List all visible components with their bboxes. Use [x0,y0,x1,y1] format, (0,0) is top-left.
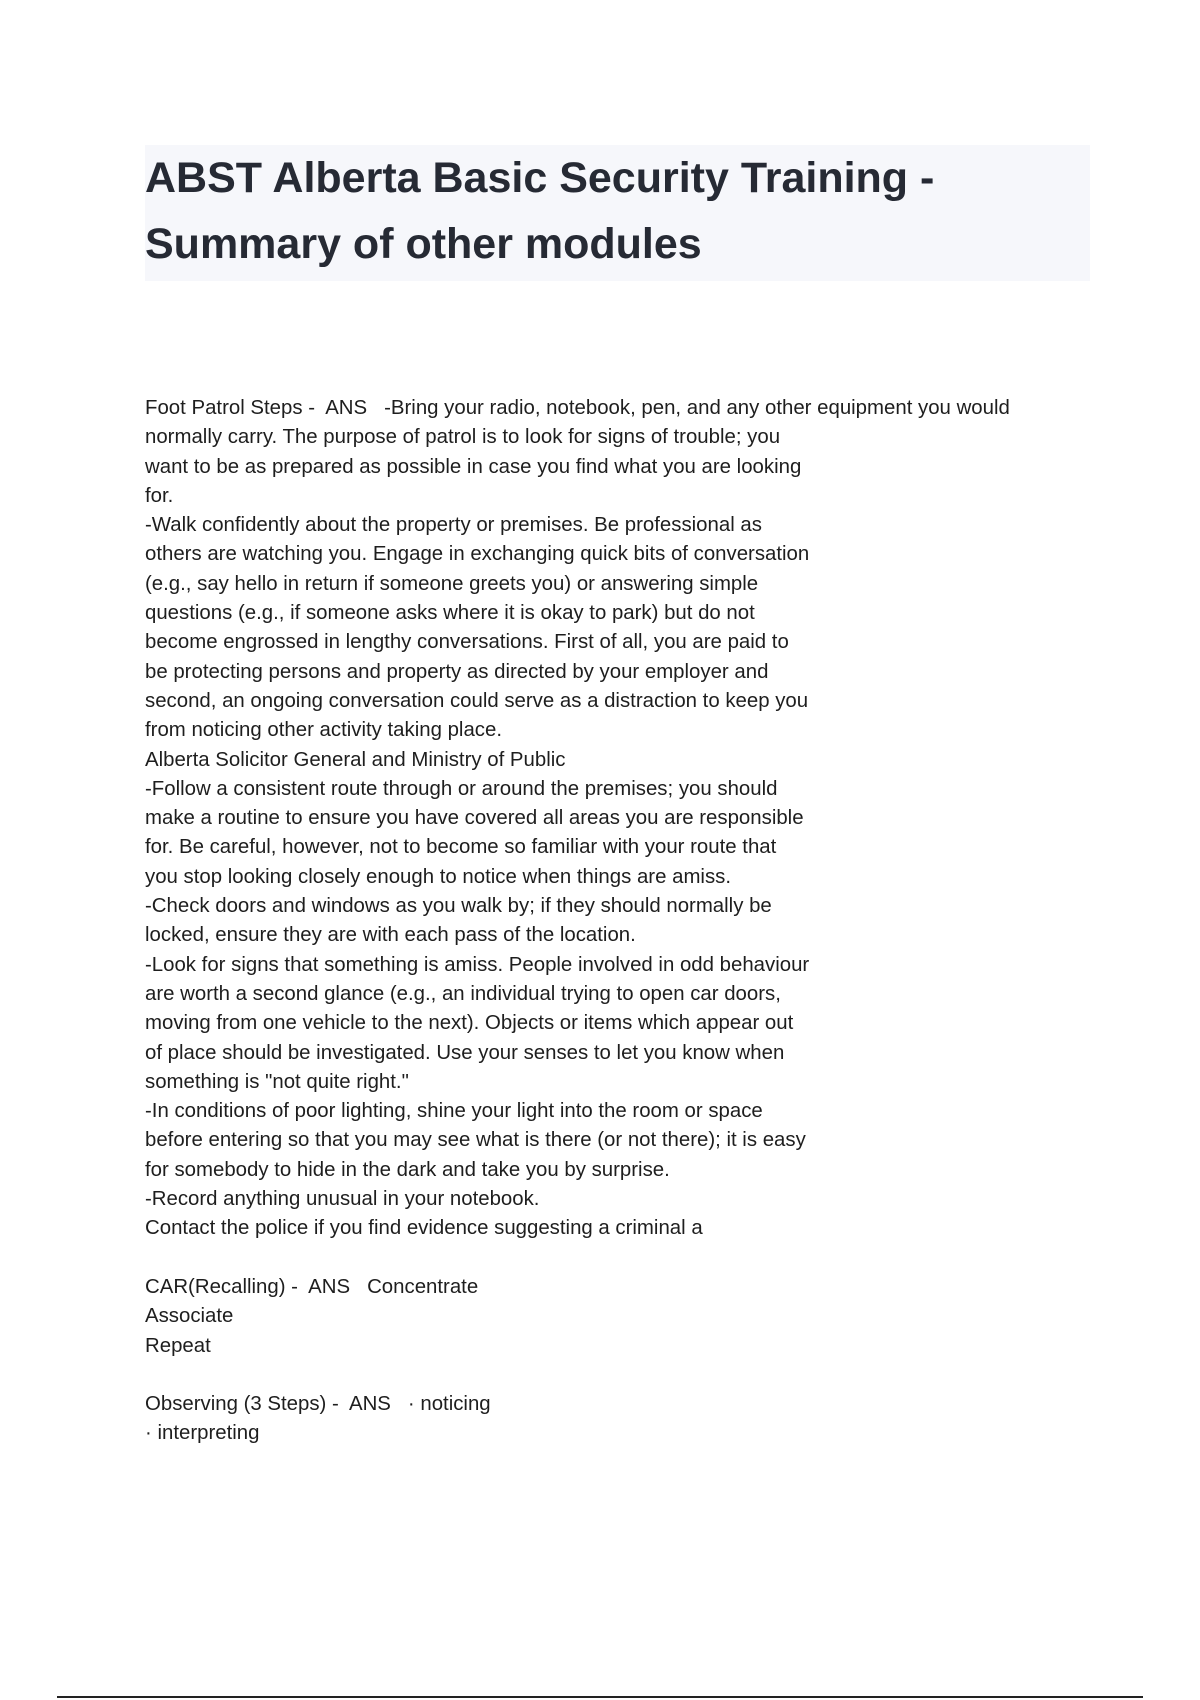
title-banner [145,145,1090,281]
qa-entry [145,1390,1105,1449]
entry-text-line: Associate [145,1305,234,1328]
entry-text-line: something is "not quite right." [145,1070,409,1093]
title-line-2: Summary of other modules [145,220,702,268]
document-title [145,145,1090,277]
title-line-1: ABST Alberta Basic Security Training - [145,154,935,202]
entry-text-line: Alberta Solicitor General and Ministry of Public [145,748,566,771]
entry-text-line: -Look for signs that something is amiss. People involved in odd behaviour [145,953,810,976]
entry-text-line: moving from one vehicle to the next). Objects or items which appear out [145,1012,794,1035]
entry-text-line: CAR(Recalling) - ANS Concentrate [145,1275,479,1298]
entry-text-line: for. Be careful, however, not to become so familiar with your route that [145,836,777,859]
entry-text-line: -Check doors and windows as you walk by; if they should normally be [145,895,772,918]
entry-text-line: want to be as prepared as possible in case you find what you are looking [145,455,802,478]
entry-text-line: be protecting persons and property as directed by your employer and [145,660,769,683]
entry-text-line: -Walk confidently about the property or premises. Be professional as [145,514,762,537]
entry-text-line: -Record anything unusual in your notebook. [145,1188,540,1211]
qa-entry [145,1273,1105,1361]
entry-text-line: second, an ongoing conversation could serve as a distraction to keep you [145,689,809,712]
entry-text-line: become engrossed in lengthy conversations. First of all, you are paid to [145,631,789,654]
entry-text-line: are worth a second glance (e.g., an individual trying to open car doors, [145,982,781,1005]
entry-text-line: Repeat [145,1334,211,1357]
page-bottom-divider [57,1696,1143,1698]
entry-text-line: for. [145,484,174,507]
entry-text-line: · interpreting [145,1422,260,1445]
entry-text-line: Foot Patrol Steps - ANS -Bring your radio, notebook, pen, and any other equipment you would [145,397,1010,419]
entry-text-line: -In conditions of poor lighting, shine your light into the room or space [145,1100,763,1123]
entry-text-line: (e.g., say hello in return if someone greets you) or answering simple [145,572,759,595]
entry-text-line: Contact the police if you find evidence suggesting a criminal a [145,1217,703,1240]
entry-text-line: from noticing other activity taking place. [145,719,503,742]
entry-text-line: for somebody to hide in the dark and take you by surprise. [145,1158,670,1181]
entry-text-line: others are watching you. Engage in exchanging quick bits of conversation [145,543,810,566]
entry-text-line: normally carry. The purpose of patrol is to look for signs of trouble; you [145,426,781,449]
entry-text-line: questions (e.g., if someone asks where it is okay to park) but do not [145,602,755,625]
entry-text-line: Observing (3 Steps) - ANS · noticing [145,1393,491,1416]
entry-spacer [145,1244,1105,1273]
qa-entry [145,394,1105,1244]
entry-text-line: -Follow a consistent route through or around the premises; you should [145,777,778,800]
document-body [145,394,1105,1449]
entry-text-line: locked, ensure they are with each pass of the location. [145,924,636,947]
entry-text-line: of place should be investigated. Use your senses to let you know when [145,1041,785,1064]
entry-text-line: make a routine to ensure you have covered all areas you are responsible [145,807,804,830]
entry-text-line: you stop looking closely enough to notice when things are amiss. [145,865,732,888]
entry-text-line: before entering so that you may see what is there (or not there); it is easy [145,1129,806,1152]
entry-spacer [145,1361,1105,1390]
